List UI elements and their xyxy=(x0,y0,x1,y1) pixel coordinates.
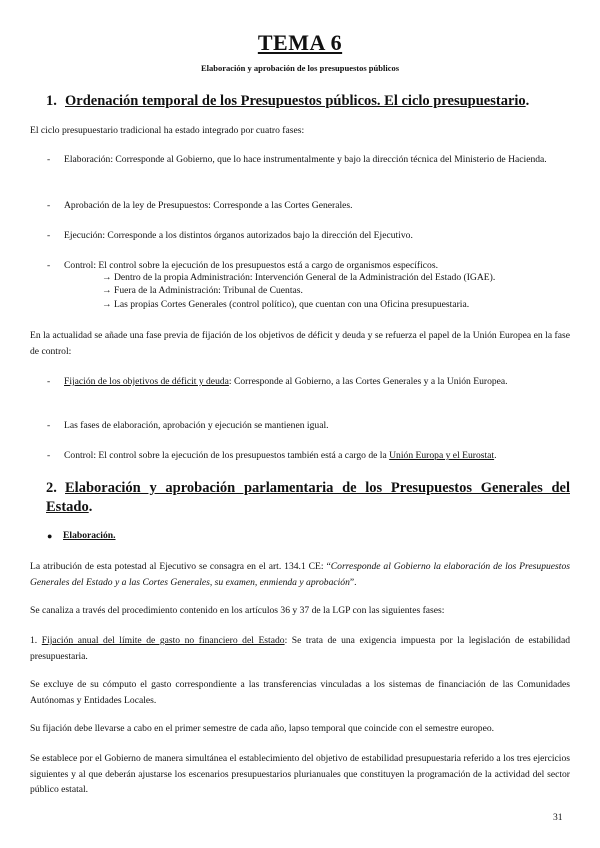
phase-control: Control: El control sobre la ejecución de los presupuestos está a cargo de organismos específicos. xyxy=(64,260,438,271)
bullet-mark: - xyxy=(47,154,51,165)
exclusion-paragraph: Se excluye de su cómputo el gasto correspondiente a las transferencias vinculadas a los sistemas de financiación de las Comunidades Autónomas y Entidades Locales. xyxy=(30,679,570,706)
subsection-elaboracion: Elaboración. xyxy=(63,530,116,541)
section-2-heading: 2. Elaboración y aprobación parlamentaria de los Presupuestos Generales del Estado. xyxy=(46,480,570,515)
bullet-mark: - xyxy=(47,260,51,271)
bullet-mark: - xyxy=(47,200,51,211)
semester-paragraph: Su fijación debe llevarse a cabo en el primer semestre de cada año, lapso temporal que coincide con el semestre europeo. xyxy=(30,723,495,734)
bullet-mark: - xyxy=(47,420,51,431)
page-subtitle: Elaboración y aprobación de los presupuestos públicos xyxy=(200,63,400,73)
bullet-mark: - xyxy=(47,376,51,387)
page-title: TEMA 6 xyxy=(257,30,343,55)
phase-ejecucion: Ejecución: Corresponde a los distintos órganos autorizados bajo la dirección del Ejecutivo. xyxy=(64,230,413,241)
art-134-paragraph: La atribución de esta potestad al Ejecutivo se consagra en el art. 134.1 CE: “Corresponde al Gobierno la elaboración de los Presupuestos Generales del Estado y a las Cortes Generales, su examen, enmienda y aprobación”. xyxy=(30,561,570,588)
lgp-paragraph: Se canaliza a través del procedimiento contenido en los artículos 36 y 37 de la LGP con las siguientes fases: xyxy=(30,605,445,616)
section-1-heading: 1. Ordenación temporal de los Presupuestos públicos. El ciclo presupuestario. xyxy=(46,93,530,109)
new-phase-fijacion: Fijación de los objetivos de déficit y deuda: Corresponde al Gobierno, a las Cortes Generales y a la Unión Europea. xyxy=(64,376,508,387)
control-subitem: → Dentro de la propia Administración: Intervención General de la Administración del Estado (IGAE). xyxy=(102,272,496,283)
section-2-title: Elaboración y aprobación parlamentaria de los Presupuestos Generales del Estado xyxy=(46,480,570,515)
cycle-intro: El ciclo presupuestario tradicional ha estado integrado por cuatro fases: xyxy=(30,125,305,136)
new-phase-control: Control: El control sobre la ejecución de los presupuestos también está a cargo de la Unión Europa y el Eurostat. xyxy=(64,450,497,461)
section-1-number: 1. xyxy=(46,93,57,109)
bullet-mark: - xyxy=(47,230,51,241)
update-paragraph: En la actualidad se añade una fase previa de fijación de los objetivos de déficit y deuda y se refuerza el papel de la Unión Europea en la fase de control: xyxy=(30,330,570,357)
control-subitem: → Fuera de la Administración: Tribunal de Cuentas. xyxy=(102,285,303,296)
phase-aprobacion: Aprobación de la ley de Presupuestos: Corresponde a las Cortes Generales. xyxy=(64,200,353,211)
section-1-title: Ordenación temporal de los Presupuestos públicos. El ciclo presupuestario xyxy=(65,93,526,109)
page-number: 31 xyxy=(553,812,563,823)
limit-paragraph: 1. Fijación anual del límite de gasto no financiero del Estado: Se trata de una exigencia impuesta por la legislación de estabilidad presupuestaria. xyxy=(30,635,571,662)
section-2-number: 2. xyxy=(46,480,57,496)
stability-paragraph: Se establece por el Gobierno de manera simultánea el establecimiento del objetivo de estabilidad presupuestaria referido a los tres ejercicios siguientes y al que deberán ajustarse los escenarios presupuestarios plurianuales que constituyen la programación de la actividad del sector público estatal. xyxy=(30,753,570,795)
control-subitem: → Las propias Cortes Generales (control político), que cuentan con una Oficina presupuestaria. xyxy=(102,299,470,310)
new-phase-same: Las fases de elaboración, aprobación y ejecución se mantienen igual. xyxy=(64,420,329,431)
bullet-dot: ● xyxy=(47,531,53,541)
bullet-mark: - xyxy=(47,450,51,461)
phase-elaboracion: Elaboración: Corresponde al Gobierno, que lo hace instrumentalmente y bajo la dirección técnica del Ministerio de Hacienda. xyxy=(64,154,547,165)
